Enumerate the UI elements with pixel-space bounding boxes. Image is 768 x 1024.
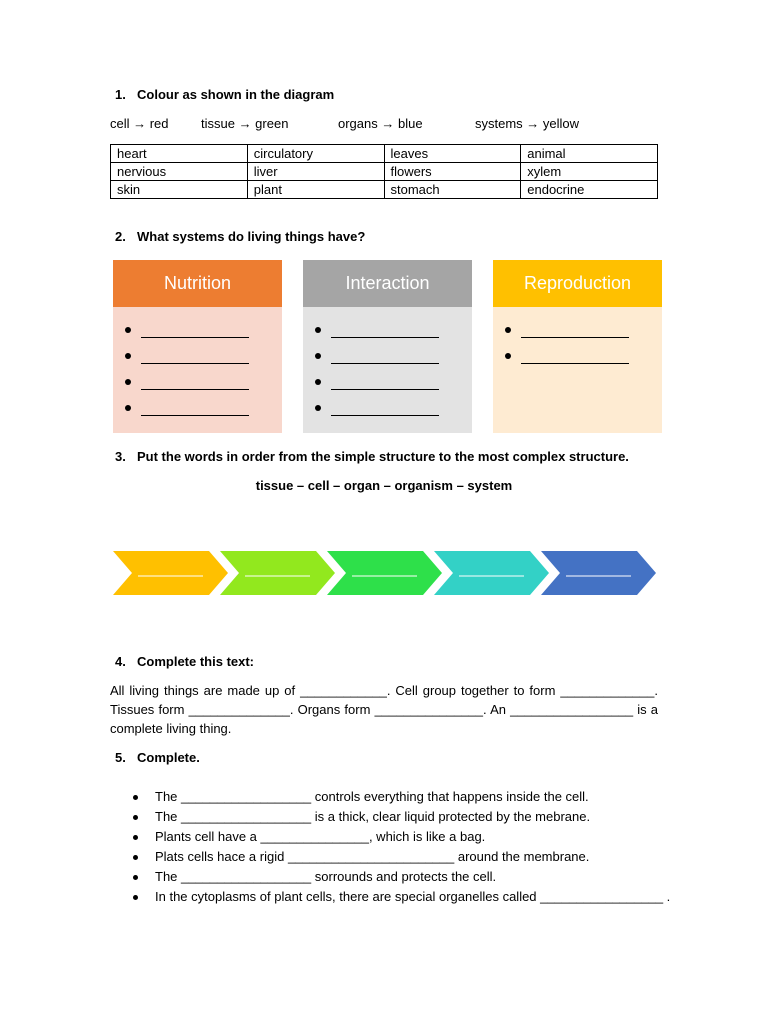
bullet-icon (315, 405, 321, 411)
bullet-icon (315, 353, 321, 359)
list-item-text: The __________________ controls everything that happens inside the cell. (155, 789, 589, 804)
bullet-icon (125, 405, 131, 411)
list-item-text: In the cytoplasms of plant cells, there are special organelles called _________________ . (155, 889, 671, 904)
question-5-number: 5. (115, 750, 126, 765)
interaction-card (303, 260, 472, 433)
table-cell[interactable]: skin (111, 181, 248, 199)
table-cell[interactable]: liver (247, 163, 384, 181)
bullet-icon (125, 379, 131, 385)
bullet-icon (133, 815, 138, 820)
reproduction-card (493, 260, 662, 433)
table-cell[interactable]: animal (521, 145, 658, 163)
question-5-heading (115, 750, 200, 765)
nutrition-card-title: Nutrition (113, 260, 282, 307)
bullet-icon (505, 327, 511, 333)
list-item[interactable] (155, 807, 675, 827)
answer-blank[interactable] (331, 327, 439, 338)
question-1-number: 1. (115, 87, 126, 102)
answer-blank[interactable] (331, 353, 439, 364)
table-cell[interactable]: stomach (384, 181, 521, 199)
answer-blank[interactable] (331, 379, 439, 390)
question-3-heading (115, 449, 629, 464)
table-cell[interactable]: endocrine (521, 181, 658, 199)
table-cell[interactable]: plant (247, 181, 384, 199)
table-row (111, 163, 658, 181)
nutrition-card (113, 260, 282, 433)
bullet-icon (133, 895, 138, 900)
answer-blank[interactable] (141, 405, 249, 416)
bullet-icon (125, 327, 131, 333)
list-item[interactable] (155, 847, 675, 867)
order-chevron-sequence (0, 540, 768, 604)
question-1-title: Colour as shown in the diagram (137, 87, 335, 102)
bullet-icon (133, 795, 138, 800)
bullet-icon (315, 379, 321, 385)
interaction-card-title: Interaction (303, 260, 472, 307)
answer-line[interactable] (313, 395, 472, 421)
answer-line[interactable] (313, 369, 472, 395)
question-3-number: 3. (115, 449, 126, 464)
answer-line[interactable] (503, 343, 662, 369)
nutrition-card-body (113, 307, 282, 433)
question-2-number: 2. (115, 229, 126, 244)
order-words: tissue – cell – organ – organism – system (255, 478, 513, 493)
bullet-icon (505, 353, 511, 359)
table-cell[interactable]: leaves (384, 145, 521, 163)
question-4-number: 4. (115, 654, 126, 669)
list-item[interactable] (155, 787, 675, 807)
table-row (111, 145, 658, 163)
order-chevron[interactable] (541, 551, 656, 595)
list-item[interactable] (155, 827, 675, 847)
colour-legend-tissue: tissue → green (201, 116, 289, 131)
answer-line[interactable] (123, 395, 282, 421)
question-5-title: Complete. (137, 750, 200, 765)
list-item-text: Plats cells hace a rigid _______________________ around the membrane. (155, 849, 590, 864)
table-row (111, 181, 658, 199)
question-3-title: Put the words in order from the simple structure to the most complex structure. (137, 449, 629, 464)
question-4-title: Complete this text: (137, 654, 255, 669)
fill-in-paragraph[interactable]: All living things are made up of ____________. Cell group together to form _____________. Tissues form ______________. Organs form _______________. An _________________ is a complete living thing. (110, 683, 658, 736)
answer-blank[interactable] (521, 327, 629, 338)
bullet-icon (315, 327, 321, 333)
list-item[interactable] (155, 867, 675, 887)
order-chevron[interactable] (327, 551, 442, 595)
answer-line[interactable] (123, 317, 282, 343)
answer-line[interactable] (123, 369, 282, 395)
list-item-text: Plants cell have a _______________, which is like a bag. (155, 829, 486, 844)
bullet-icon (133, 835, 138, 840)
list-item[interactable] (155, 887, 675, 907)
answer-line[interactable] (503, 317, 662, 343)
bullet-icon (133, 855, 138, 860)
table-cell[interactable]: heart (111, 145, 248, 163)
answer-line[interactable] (313, 343, 472, 369)
answer-line[interactable] (313, 317, 472, 343)
list-item-text: The __________________ sorrounds and protects the cell. (155, 869, 497, 884)
interaction-card-body (303, 307, 472, 433)
answer-blank[interactable] (141, 379, 249, 390)
table-cell[interactable]: xylem (521, 163, 658, 181)
answer-blank[interactable] (521, 353, 629, 364)
question-2-title: What systems do living things have? (137, 229, 366, 244)
colour-legend-systems: systems → yellow (475, 116, 580, 131)
order-chevron[interactable] (113, 551, 228, 595)
answer-blank[interactable] (141, 353, 249, 364)
terms-table (110, 144, 658, 199)
question-2-heading (115, 229, 365, 244)
colour-legend-organs: organs → blue (338, 116, 423, 131)
answer-blank[interactable] (331, 405, 439, 416)
reproduction-card-body (493, 307, 662, 433)
complete-list (155, 787, 675, 907)
table-cell[interactable]: circulatory (247, 145, 384, 163)
order-chevron[interactable] (220, 551, 335, 595)
bullet-icon (125, 353, 131, 359)
answer-blank[interactable] (141, 327, 249, 338)
bullet-icon (133, 875, 138, 880)
answer-line[interactable] (123, 343, 282, 369)
table-cell[interactable]: nervious (111, 163, 248, 181)
question-1-heading (115, 87, 334, 102)
question-4-heading (115, 654, 254, 669)
table-cell[interactable]: flowers (384, 163, 521, 181)
order-chevron[interactable] (434, 551, 549, 595)
colour-legend-cell: cell → red (110, 116, 169, 131)
reproduction-card-title: Reproduction (493, 260, 662, 307)
list-item-text: The __________________ is a thick, clear liquid protected by the mebrane. (155, 809, 591, 824)
